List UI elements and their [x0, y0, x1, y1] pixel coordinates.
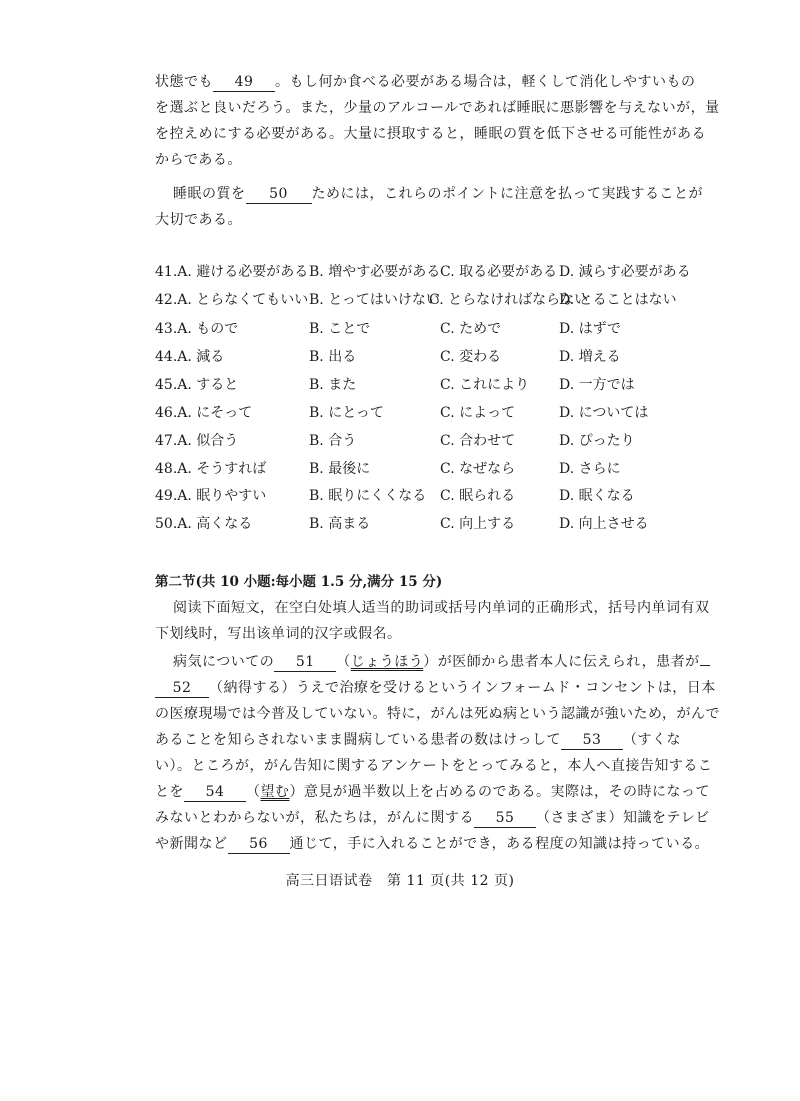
answer-blank-49: 49 — [213, 73, 275, 92]
answer-blank-54: 54 — [184, 783, 246, 802]
answer-blank-52-start — [700, 665, 710, 666]
passage-line: みないとわからないが，私たちは，がんに関する 55 （さまざま）知識をテレビ — [155, 810, 710, 826]
answer-blank-50: 50 — [246, 185, 312, 204]
answer-blank-53: 53 — [561, 731, 623, 750]
passage-line: や新聞など 56 通じて，手に入れることができ，ある程度の知識は持っている。 — [155, 836, 710, 852]
option-row: 44.A. 減る B. 出る C. 変わる D. 増える — [155, 349, 621, 365]
passage-line: を控えめにする必要がある。大量に摂取すると，睡眠の質を低下させる可能性がある — [155, 126, 706, 142]
section-heading: 第二节(共 10 小题:每小题 1.5 分,满分 15 分) — [155, 574, 443, 590]
option-row: 46.A. にそって B. にとって C. によって D. については — [155, 405, 649, 421]
option-row: 49.A. 眠りやすい B. 眠りにくくなる C. 眠られる D. 眠くなる — [155, 488, 635, 504]
instruction-line: 阅读下面短文，在空白处填人适当的助词或括号内单词的正确形式，括号内单词有双 — [173, 600, 710, 616]
answer-blank-52: 52 — [155, 679, 209, 698]
passage-line: からである。 — [155, 152, 242, 168]
passage-line: とを 54 （望む）意見が過半数以上を占めるのである。実際は，その時になって — [155, 784, 710, 800]
option-row: 48.A. そうすれば B. 最後に C. なぜなら D. さらに — [155, 461, 621, 477]
passage-line: あることを知らされないまま闘病している患者の数はけっして 53 （すくな — [155, 732, 681, 748]
passage-line: 状態でも 49 。もし何か食べる必要がある場合は，軽くして消化しやすいもの — [155, 74, 696, 90]
passage-line: 52 （納得する）うえで治療を受けるというインフォームド・コンセントは，日本 — [155, 678, 716, 698]
passage-top — [155, 72, 720, 232]
instruction-line: 下划线时，写出该单词的汉字或假名。 — [155, 626, 402, 642]
answer-blank-51: 51 — [274, 653, 336, 672]
option-row: 50.A. 高くなる B. 高まる C. 向上する D. 向上させる — [155, 516, 649, 532]
option-row: 42.A. とらなくてもいい B. とってはいけない C. とらなければならない D. とることはない — [155, 292, 677, 308]
passage-line: 大切である。 — [155, 212, 242, 228]
underlined-word: 望む — [260, 784, 290, 800]
answer-blank-56: 56 — [228, 835, 290, 854]
option-row: 45.A. すると B. また C. これにより D. 一方では — [155, 377, 635, 393]
option-row: 41.A. 避ける必要がある B. 増やす必要がある C. 取る必要がある D. 減らす必要がある — [155, 264, 691, 280]
answer-blank-55: 55 — [474, 809, 536, 828]
underlined-word: じょうほう — [350, 654, 424, 670]
option-row: 47.A. 似合う B. 合う C. 合わせて D. ぴったり — [155, 433, 635, 449]
passage-bottom — [155, 598, 720, 866]
passage-line: の医療現場では今普及していない。特に，がんは死ぬ病という認識が強いため，がんで — [155, 706, 720, 722]
passage-line: 睡眠の質を 50 ためには，これらのポイントに注意を払って実践することが — [173, 186, 703, 202]
passage-line: を選ぶと良いだろう。また，少量のアルコールであれば睡眠に悪影響を与えないが，量 — [155, 100, 720, 116]
passage-line: 病気についての 51 （じょうほう）が医師から患者本人に伝えられ，患者が — [173, 652, 710, 672]
passage-line: い）。ところが，がん告知に関するアンケートをとってみると，本人へ直接告知するこ — [155, 758, 713, 774]
option-row: 43.A. もので B. ことで C. ためで D. はずで — [155, 321, 622, 337]
page-footer: 高三日语试卷 第 11 页(共 12 页) — [285, 873, 515, 889]
